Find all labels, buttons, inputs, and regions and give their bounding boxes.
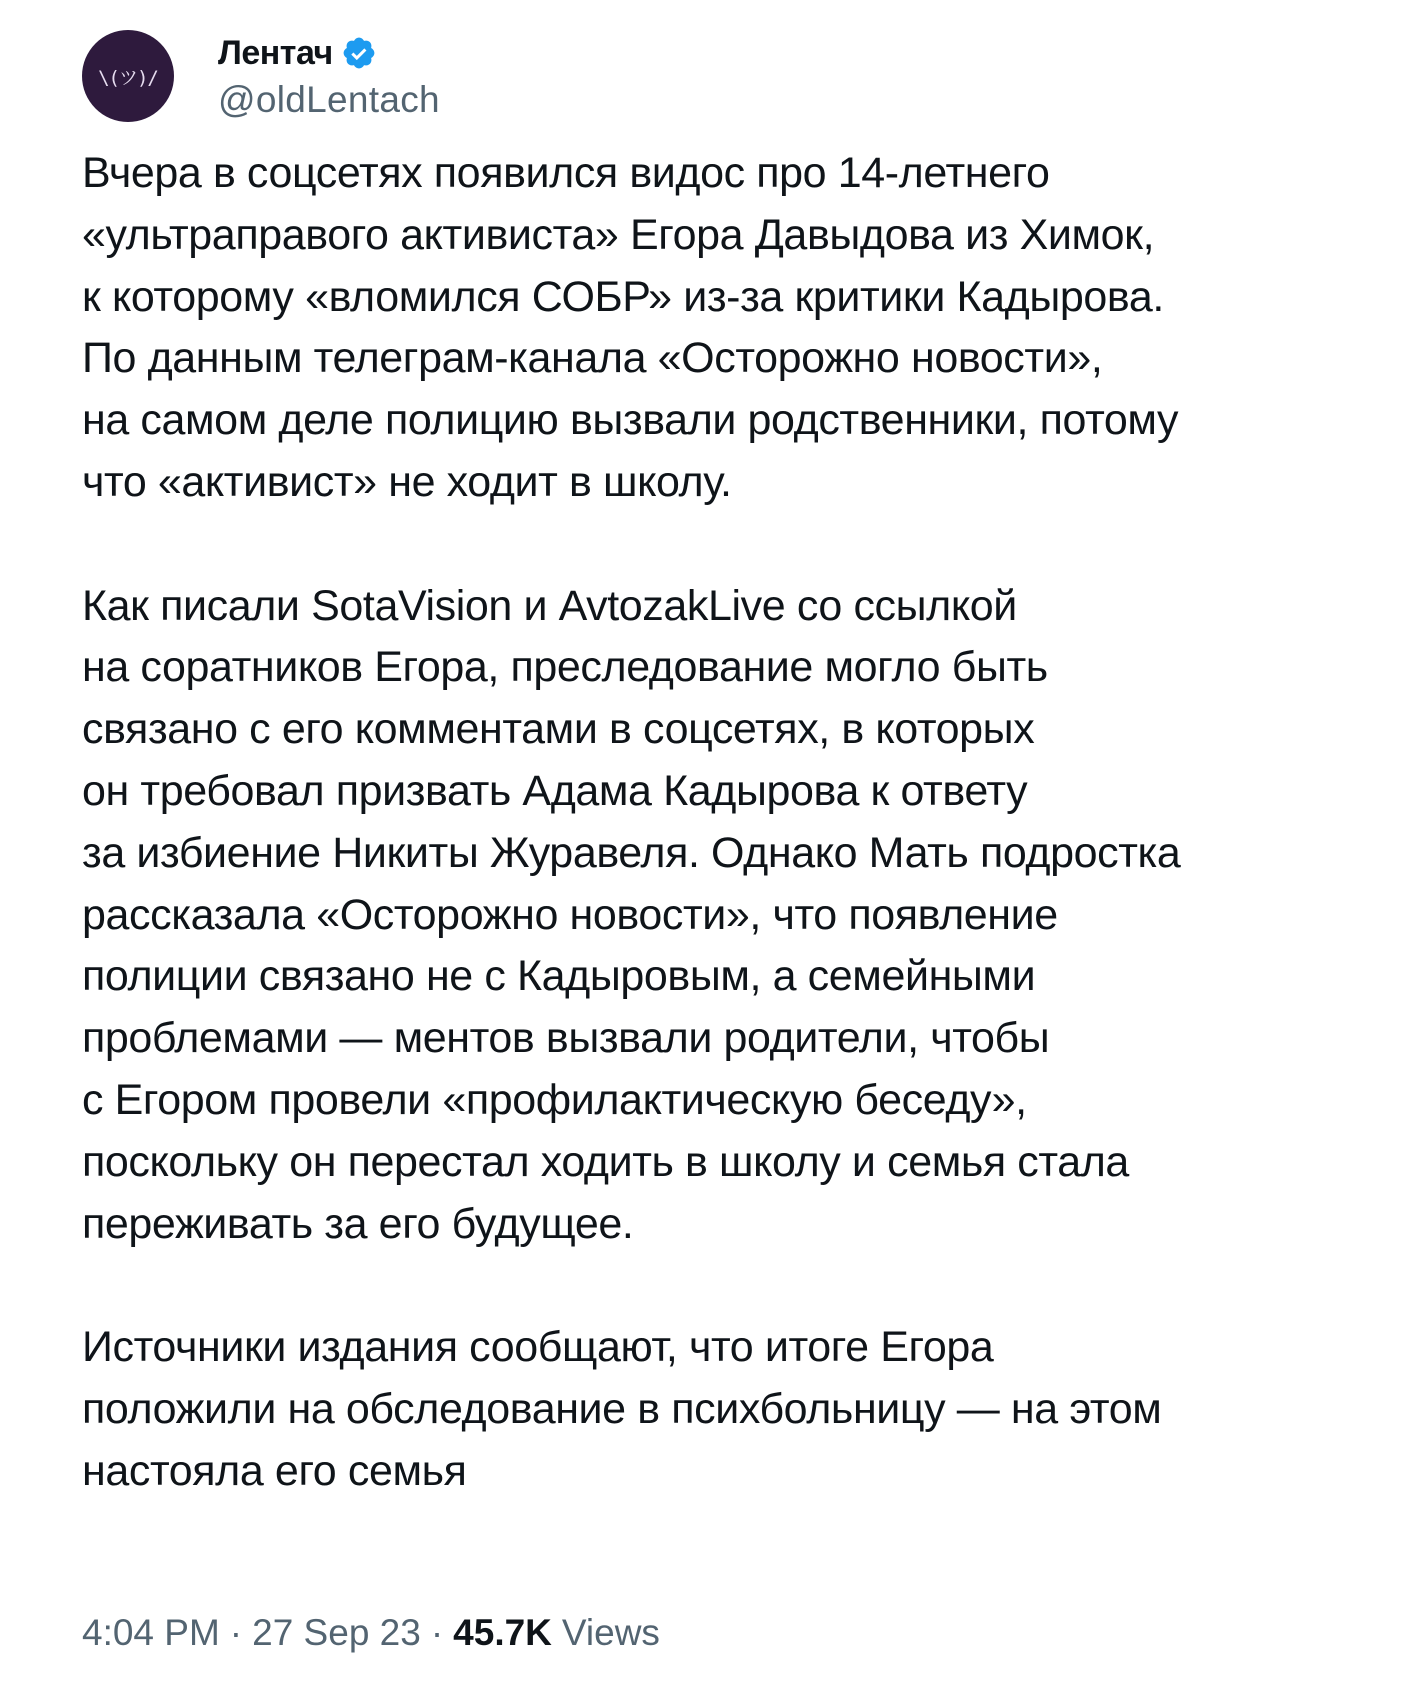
- meta-separator: ·: [430, 1612, 444, 1653]
- name-row: [218, 31, 440, 75]
- views-count[interactable]: 45.7K: [453, 1612, 552, 1653]
- avatar-logo: \(ツ)/: [98, 66, 158, 89]
- tweet-header: [82, 28, 440, 124]
- tweet-date[interactable]: 27 Sep 23: [252, 1612, 421, 1653]
- author-display-name[interactable]: Лентач: [218, 33, 333, 72]
- views-label: Views: [561, 1612, 660, 1653]
- avatar[interactable]: [82, 30, 174, 122]
- verified-badge-icon[interactable]: [341, 35, 377, 71]
- tweet-time[interactable]: 4:04 PM: [82, 1612, 220, 1653]
- author-handle[interactable]: @oldLentach: [218, 79, 440, 120]
- meta-separator: ·: [229, 1612, 243, 1653]
- tweet-meta: [82, 1612, 660, 1654]
- tweet-text: Вчера в соцсетях появился видос про 14-летнего «ультраправого активиста» Егора Давыдова из Химок, к которому «вломился СОБР» из-за критики Кадырова. По данным телеграм-канала «Осторожно новости», на самом деле полицию вызвали родственники, потому что «активист» не ходит в школу. Как писали SotaVision и AvtozakLive со ссылкой на соратников Егора, преследование могло быть связано с его комментами в соцсетях, в которых он требовал призвать Адама Кадырова к ответу за избиение Никиты Журавеля. Однако Мать подростка рассказала «Осторожно новости», что появление полиции связано не с Кадыровым, а семейными проблемами — ментов вызвали родители, чтобы с Егором провели «профилактическую беседу», поскольку он перестал ходить в школу и семья стала переживать за его будущее. Источники издания сообщают, что итоге Егора положили на обследование в психбольницу — на этом настояла его семья: [82, 149, 1181, 1495]
- author-info: [218, 31, 440, 121]
